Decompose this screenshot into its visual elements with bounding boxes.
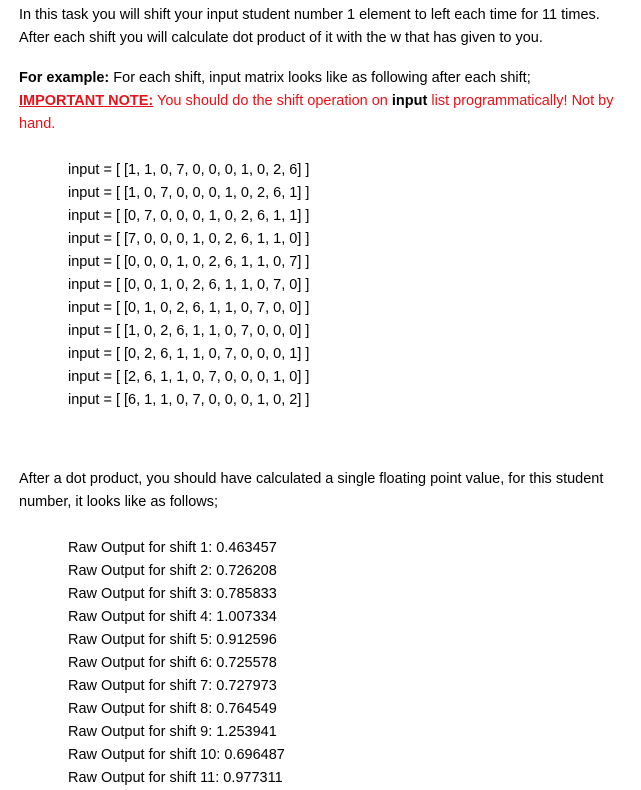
- input-line: input = [ [2, 6, 1, 1, 0, 7, 0, 0, 0, 1, 0] ]: [68, 369, 310, 385]
- output-line: Raw Output for shift 3: 0.785833: [68, 586, 277, 602]
- after-line-1: After a dot product, you should have calculated a single floating point value, for this student: [19, 471, 604, 487]
- important-keyword: input: [391, 93, 428, 109]
- output-line: Raw Output for shift 8: 0.764549: [68, 701, 277, 717]
- input-examples-block: [68, 159, 631, 412]
- spacer: [19, 514, 631, 537]
- spacer: [19, 445, 631, 468]
- input-line: input = [ [1, 1, 0, 7, 0, 0, 0, 1, 0, 2, 6] ]: [68, 162, 310, 178]
- example-paragraph: [19, 67, 631, 90]
- input-line: input = [ [0, 7, 0, 0, 0, 1, 0, 2, 6, 1, 1] ]: [68, 208, 310, 224]
- example-text: For each shift, input matrix looks like as following after each shift;: [113, 70, 531, 86]
- spacer: [19, 50, 631, 67]
- input-line: input = [ [0, 0, 1, 0, 2, 6, 1, 1, 0, 7, 0] ]: [68, 277, 310, 293]
- output-line: Raw Output for shift 5: 0.912596: [68, 632, 277, 648]
- output-line: Raw Output for shift 4: 1.007334: [68, 609, 277, 625]
- document-page: [19, 4, 631, 790]
- output-line: Raw Output for shift 1: 0.463457: [68, 540, 277, 556]
- output-line: Raw Output for shift 9: 1.253941: [68, 724, 277, 740]
- intro-line-2: After each shift you will calculate dot product of it with the w that has given to you.: [19, 30, 543, 46]
- output-examples-block: [68, 537, 631, 790]
- output-line: Raw Output for shift 11: 0.977311: [68, 770, 283, 786]
- important-note: [19, 90, 631, 136]
- after-line-2: number, it looks like as follows;: [19, 494, 219, 510]
- spacer: [19, 136, 631, 159]
- input-line: input = [ [0, 1, 0, 2, 6, 1, 1, 0, 7, 0, 0] ]: [68, 300, 310, 316]
- input-line: input = [ [6, 1, 1, 0, 7, 0, 0, 0, 1, 0, 2] ]: [68, 392, 310, 408]
- input-line: input = [ [1, 0, 2, 6, 1, 1, 0, 7, 0, 0, 0] ]: [68, 323, 310, 339]
- important-text-wrap: hand.: [19, 116, 56, 132]
- output-line: Raw Output for shift 6: 0.725578: [68, 655, 277, 671]
- output-line: Raw Output for shift 2: 0.726208: [68, 563, 277, 579]
- important-text-before: You should do the shift operation on: [157, 93, 388, 109]
- output-line: Raw Output for shift 10: 0.696487: [68, 747, 285, 763]
- intro-line-1: In this task you will shift your input student number 1 element to left each time for 11 times.: [19, 7, 600, 23]
- input-line: input = [ [7, 0, 0, 0, 1, 0, 2, 6, 1, 1, 0] ]: [68, 231, 310, 247]
- important-label: IMPORTANT NOTE:: [19, 93, 154, 109]
- input-line: input = [ [0, 2, 6, 1, 1, 0, 7, 0, 0, 0, 1] ]: [68, 346, 310, 362]
- spacer: [19, 412, 631, 445]
- example-label: For example:: [19, 70, 110, 86]
- input-line: input = [ [0, 0, 0, 1, 0, 2, 6, 1, 1, 0, 7] ]: [68, 254, 310, 270]
- important-text-after: list programmatically! Not by: [431, 93, 614, 109]
- output-line: Raw Output for shift 7: 0.727973: [68, 678, 277, 694]
- input-line: input = [ [1, 0, 7, 0, 0, 0, 1, 0, 2, 6, 1] ]: [68, 185, 310, 201]
